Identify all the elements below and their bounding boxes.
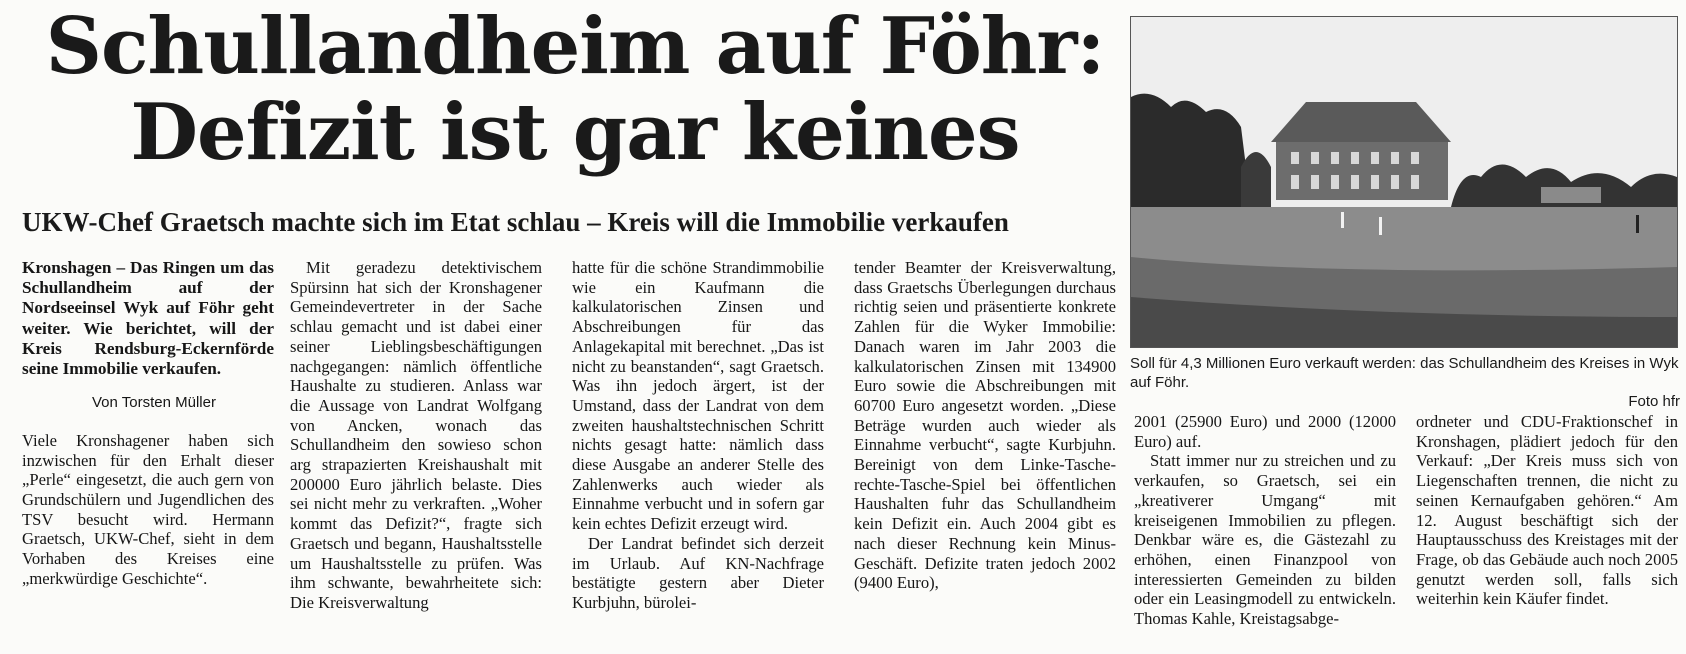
headline: [30, 1, 1120, 178]
article-column-2: [290, 258, 542, 613]
photo-illustration: [1131, 17, 1677, 347]
headline-line-2: Defizit ist gar keines: [130, 87, 1020, 178]
article-column-6: [1416, 412, 1678, 609]
article-paragraph: Statt immer nur zu streichen und zu verkaufen, so Graetsch, sei ein „kreativerer Umgang“ mit kreiseigenen Immobilien zu pflegen. Denkbar wäre es, die Gästezahl zu erhöhen, einen Finanzpool von interessierten Gemeinden zu bilden oder ein Leasingmodell zu entwickeln. Thomas Kahle, Kreistagsabge-: [1134, 451, 1396, 629]
article-lead: Kronshagen – Das Ringen um das Schullandheim auf der Nordseeinsel Wyk auf Föhr geht weiter. Wie berichtet, will der Kreis Rendsburg-Eckernförde seine Immobilie verkaufen.: [22, 258, 274, 379]
schullandheim-photo: [1130, 16, 1678, 348]
article-paragraph: ordneter und CDU-Fraktionschef in Kronshagen, plädiert jedoch für den Verkauf: „Der Kreis muss sich von Liegenschaften trennen, die nicht zu seinen Kernaufgaben gehören.“ Am 12. August beschäftigt sich der Hauptausschuss des Kreistages mit der Frage, ob das Gebäude auch noch 2005 genutzt werden soll, falls sich weiterhin kein Käufer findet.: [1416, 412, 1678, 609]
photo-credit: Foto hfr: [1628, 393, 1680, 410]
byline: Von Torsten Müller: [92, 394, 216, 412]
article-paragraph: 2001 (25900 Euro) und 2000 (12000 Euro) auf.: [1134, 412, 1396, 451]
article-column-3: [572, 258, 824, 613]
photo-caption: [1130, 354, 1680, 411]
article-paragraph: tender Beamter der Kreisverwaltung, dass Graetschs Überlegungen durchaus richtig seien und präsentierte konkrete Zahlen für die Wyker Immobilie: Danach waren im Jahr 2003 die kalkulatorischen Zinsen mit 134900 Euro sowie die Abschreibungen mit 60700 Euro angesetzt worden. „Diese Beträge wurden auch wieder als Einnahme verbucht“, sagte Kurbjuhn. Bereinigt von dem Linke-Tasche-rechte-Tasche-Spiel bei öffentlichen Haushalten fuhr das Schullandheim kein Defizit ein. Auch 2004 gibt es nach dieser Rechnung kein Minus-Geschäft. Defizite traten jedoch 2002 (9400 Euro),: [854, 258, 1116, 593]
photo-caption-text: Soll für 4,3 Millionen Euro verkauft werden: das Schullandheim des Kreises in Wyk auf Föhr.: [1130, 355, 1679, 391]
article-column-4: [854, 258, 1116, 593]
article-paragraph: hatte für die schöne Strandimmobilie wie ein Kaufmann die kalkulatorischen Zinsen und Abschreibungen für das Anlagekapital mit berechnet. „Das ist nicht zu beanstanden“, sagt Graetsch. Was ihn jedoch ärgert, ist der Umstand, dass der Landrat von dem zweiten haushaltstechnischen Schritt nichts gesagt hatte: nämlich dass diese Ausgabe an anderer Stelle des Zahlenwerks auch wieder als Einnahme verbucht und in sofern gar kein echtes Defizit erzeugt wird.: [572, 258, 824, 534]
article-column-5: [1134, 412, 1396, 629]
article-column-1: [22, 258, 274, 589]
article-paragraph: Viele Kronshagener haben sich inzwischen für den Erhalt dieser „Perle“ eingesetzt, die auch gern von Grundschülern und Jugendlichen des TSV besucht wird. Hermann Graetsch, UKW-Chef, sieht in dem Vorhaben des Kreises eine „merkwürdige Geschichte“.: [22, 430, 274, 588]
article-paragraph: Mit geradezu detektivischem Spürsinn hat sich der Kronshagener Gemeindevertreter in der Sache schlau gemacht und ist dabei einer seiner Lieblingsbeschäftigungen nachgegangen: nämlich öffentliche Haushalte zu studieren. Anlass war die Aussage von Landrat Wolfgang von Ancken, wonach das Schullandheim den sowieso schon arg strapazierten Kreishaushalt mit 200000 Euro jährlich belaste. Dies sei nicht mehr zu verkraften. „Woher kommt das Defizit?“, fragte sich Graetsch und begann, Haushaltsstelle um Haushaltsstelle zu prüfen. Was ihm schwante, bewahrheitete sich: Die Kreisverwaltung: [290, 258, 542, 612]
article-paragraph: Der Landrat befindet sich derzeit im Urlaub. Auf KN-Nachfrage bestätigte gestern aber Dieter Kurbjuhn, bürolei-: [572, 533, 824, 612]
headline-line-1: Schullandheim auf Föhr:: [45, 1, 1105, 92]
subheadline: UKW-Chef Graetsch machte sich im Etat schlau – Kreis will die Immobilie verkaufen: [22, 207, 1009, 237]
